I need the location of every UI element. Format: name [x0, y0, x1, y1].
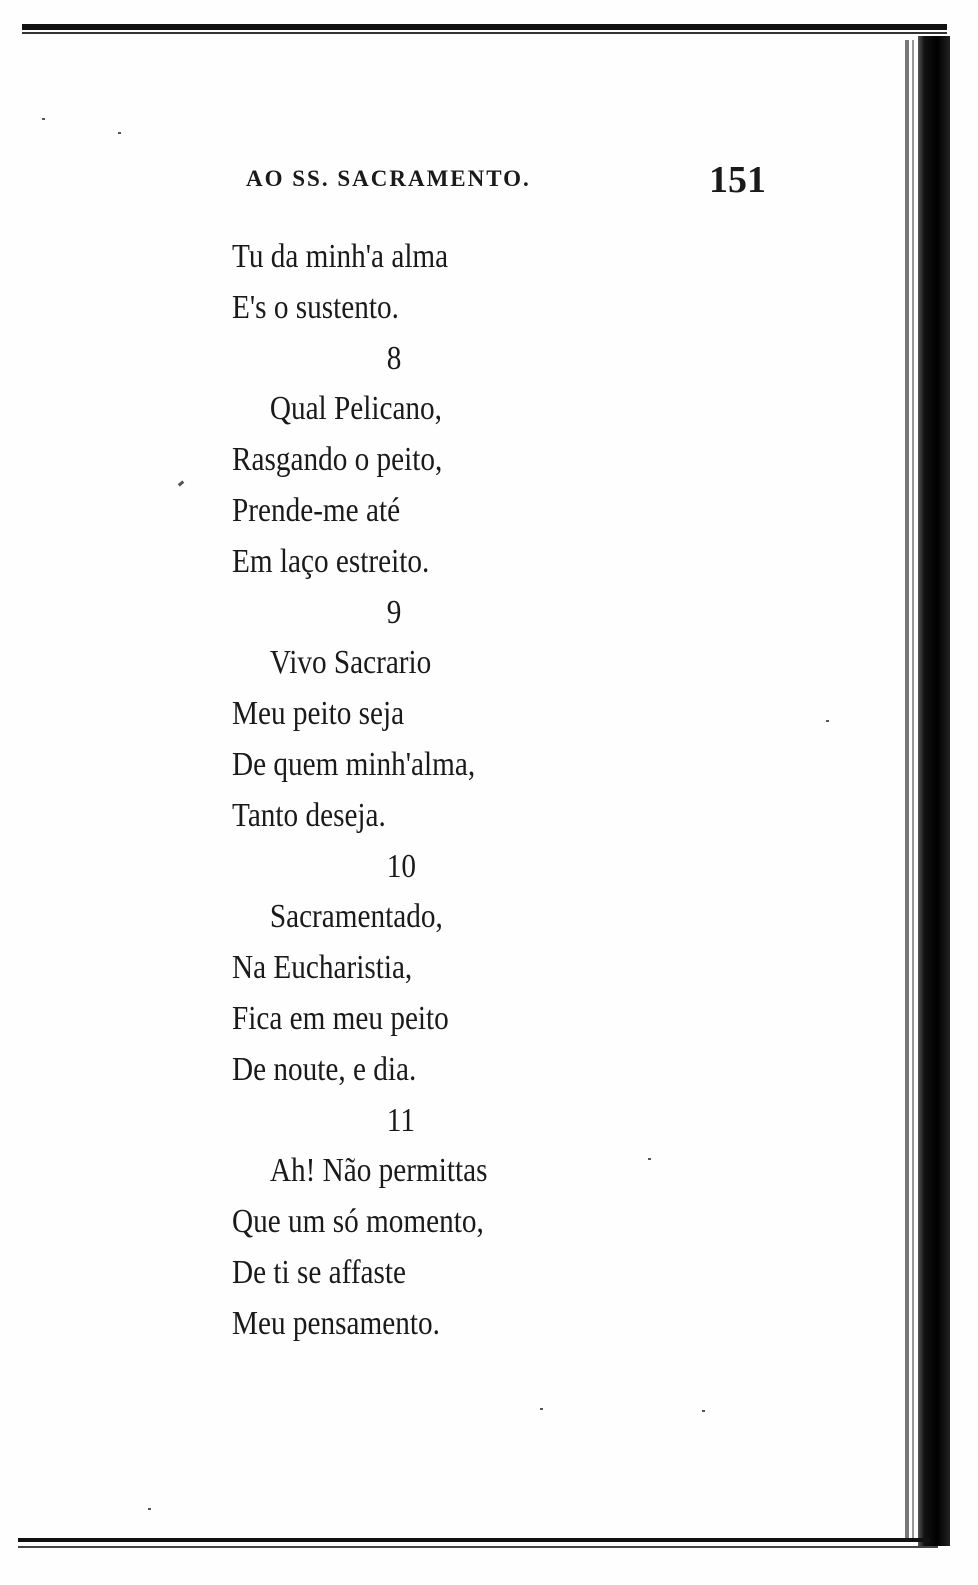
- verse-line: Rasgando o peito,: [232, 441, 443, 479]
- print-speck: [826, 720, 829, 722]
- verse-line: Sacramentado,: [269, 898, 443, 936]
- verse-line: E's o sustento.: [232, 288, 399, 326]
- bottom-edge-rule-thin: [18, 1546, 938, 1548]
- page-header: [246, 158, 766, 201]
- print-speck: [648, 1158, 651, 1160]
- bottom-edge-rule: [18, 1538, 930, 1542]
- poem-body: [232, 232, 672, 1350]
- top-edge-rule: [22, 24, 947, 30]
- print-speck: [540, 1408, 543, 1410]
- verse-line: Vivo Sacrario: [269, 644, 432, 682]
- verse-line: De ti se affaste: [232, 1253, 407, 1291]
- verse-line: Que um só momento,: [232, 1203, 484, 1241]
- verse-line: Prende-me até: [232, 491, 401, 529]
- stanza-number: 10: [386, 847, 417, 885]
- print-speck: [148, 1508, 151, 1510]
- page-number: 151: [709, 159, 766, 201]
- stanza-number: 8: [386, 339, 402, 377]
- verse-line: Na Eucharistia,: [232, 949, 413, 987]
- verse-line: Meu pensamento.: [232, 1304, 440, 1342]
- page-edge-line: [905, 40, 909, 1540]
- print-speck: [702, 1410, 705, 1412]
- print-speck: [118, 132, 121, 134]
- verse-line: Em laço estreito.: [232, 542, 430, 580]
- verse-line: De noute, e dia.: [232, 1050, 417, 1088]
- binding-spine: [918, 36, 950, 1546]
- page-edge-line-thin: [912, 40, 914, 1540]
- verse-line: Fica em meu peito: [232, 999, 449, 1037]
- running-head: AO SS. SACRAMENTO.: [246, 166, 531, 191]
- print-speck: [42, 118, 45, 120]
- stanza-number: 9: [386, 593, 402, 631]
- verse-line: Qual Pelicano,: [269, 390, 442, 428]
- verse-line: Meu peito seja: [232, 695, 405, 733]
- top-edge-rule-thin: [22, 32, 947, 34]
- verse-line: Ah! Não permittas: [269, 1152, 488, 1190]
- stanza-number: 11: [386, 1101, 415, 1139]
- verse-line: Tu da minh'a alma: [232, 238, 449, 275]
- print-speck: [178, 480, 185, 486]
- verse-line: Tanto deseja.: [232, 796, 386, 834]
- verse-line: De quem minh'alma,: [232, 745, 476, 783]
